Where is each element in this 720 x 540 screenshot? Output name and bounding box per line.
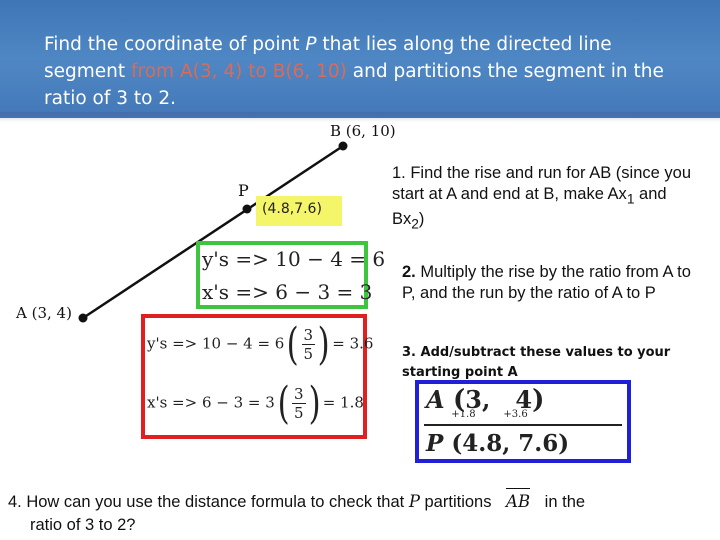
x-fraction-num: 3 (293, 385, 304, 403)
step1-text-c: ) (418, 210, 425, 229)
y-ratio-result: = 3.6 (332, 334, 374, 353)
a-label: A (426, 385, 445, 414)
line2-pre: segment (44, 61, 132, 82)
a-coordinate-line (426, 385, 545, 420)
step4-text-d: ratio of 3 to 2? (30, 516, 136, 534)
step4-text-c: in the (540, 493, 586, 511)
step4-var-p: P (408, 492, 420, 511)
a-close-paren: ) (532, 385, 545, 415)
y-close-paren: ) (317, 319, 330, 370)
p-label: P (426, 430, 444, 457)
a-y-text: 4 (515, 385, 533, 414)
x-ratio-equation (147, 378, 364, 429)
run-equation: x's => 6 − 3 = 3 (202, 280, 373, 304)
a-open-paren: ( (452, 385, 466, 415)
a-x-value (451, 385, 482, 420)
point-b-dot (339, 142, 348, 151)
y-ratio-equation (147, 319, 373, 370)
step1-text-b: and Bx (392, 185, 667, 229)
step1-sub2: 2 (411, 216, 419, 232)
step-3: 3. Add/subtract these values to your starting point A (402, 345, 671, 380)
step4-text-a: 4. How can you use the distance formula to check that (8, 493, 409, 511)
step4-text-b: partitions (419, 493, 497, 511)
line1-post: that lies along the directed line (316, 34, 612, 55)
result-divider (424, 424, 622, 426)
x-close-paren: ) (308, 378, 321, 429)
step2-text: Multiply the rise by the ratio from A to P, and the run by the ratio of A to P (402, 263, 691, 302)
p-coords: (4.8, 7.6) (451, 430, 570, 457)
p-value-label: (4.8,7.6) (262, 201, 322, 217)
segment-ab-notation (506, 490, 530, 514)
x-ratio-result: = 1.8 (322, 393, 364, 412)
point-a-dot (79, 314, 88, 323)
a-x-add: +1.8 (451, 409, 476, 420)
segment-highlight: from A(3, 4) to B(6, 10) (131, 61, 347, 82)
step1-text-a: 1. Find the rise and run for AB (since you start at A and end at B, make Ax (392, 164, 691, 203)
point-p-dot (243, 205, 252, 214)
y-fraction-num: 3 (303, 326, 314, 344)
a-comma: , (482, 385, 516, 414)
step-2 (402, 262, 702, 304)
line1-pre: Find the coordinate of point (44, 34, 306, 55)
segment-overline (506, 488, 530, 489)
step4-segment-ab: AB (506, 492, 531, 511)
y-fraction-den: 5 (303, 345, 314, 363)
y-fraction (302, 326, 316, 363)
step-4 (8, 490, 720, 537)
step2-number: 2. (402, 263, 416, 281)
y-ratio-prefix: y's => 10 − 4 = 6 (147, 334, 285, 353)
line3: ratio of 3 to 2. (44, 88, 177, 109)
step1-sub1: 1 (626, 191, 635, 207)
point-p-var: P (305, 34, 317, 55)
p-coordinate-line (426, 430, 569, 457)
line2-post: and partitions the segment in the (346, 61, 664, 82)
x-fraction (292, 385, 306, 422)
a-y-add: +3.6 (503, 409, 528, 420)
x-fraction-den: 5 (293, 404, 304, 422)
y-open-paren: ( (286, 319, 299, 370)
rise-equation: y's => 10 − 4 = 6 (202, 247, 386, 271)
step-1 (392, 163, 702, 235)
a-x-text: 3 (465, 385, 482, 414)
x-ratio-prefix: x's => 6 − 3 = 3 (147, 393, 275, 412)
x-open-paren: ( (277, 378, 290, 429)
point-b-label: B (6, 10) (330, 122, 396, 140)
a-y-value (503, 385, 533, 420)
point-p-label: P (238, 181, 249, 200)
point-a-label: A (3, 4) (16, 304, 72, 322)
